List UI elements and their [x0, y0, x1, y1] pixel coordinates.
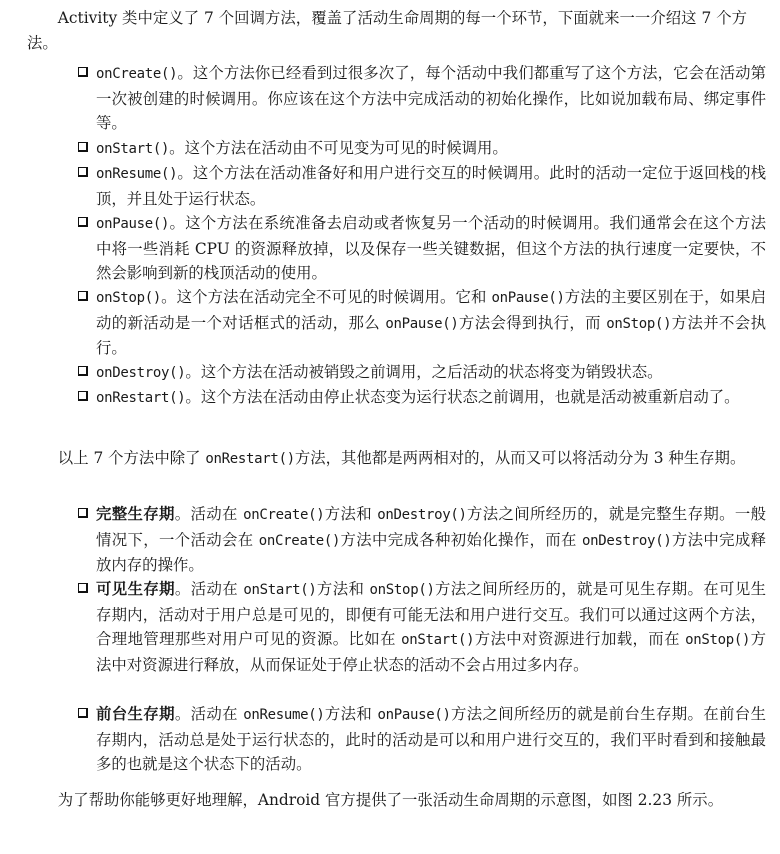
method-desc: 。这个方法在活动准备好和用户进行交互的时候调用。此时的活动一定位于返回栈的栈顶，并且处于运行状态。: [96, 164, 766, 208]
checkbox-bullet-icon: [78, 291, 88, 301]
inline-code: onCreate(): [258, 532, 341, 549]
inline-code: onStart(): [401, 632, 475, 648]
closing-paragraph: [27, 788, 747, 813]
lifetime-text: 方法和: [316, 580, 370, 598]
method-desc: 方法会得到执行，而: [458, 313, 607, 332]
list-item-onpause: [78, 211, 766, 286]
checkbox-bullet-icon: [78, 391, 88, 401]
lifetime-text: 方法之间所经历的就是前台生存期。在前台生存期内，活动总是处于运行状态的，此时的活动是可以和用户进行交互的，我们平时看到和接触最多的也就是这个状态下的活动。: [96, 705, 766, 773]
lifetime-text: 方法之间所经历的，就是完整生存期。一般情况下，一个活动会在: [96, 505, 766, 549]
inline-code: onPause(): [377, 707, 451, 723]
list-item-onstop: [78, 285, 766, 361]
lifetime-text: 方法中完成释放内存的操作。: [96, 530, 766, 574]
method-desc: 。这个方法你已经看到过很多次了，每个活动中我们都重写了这个方法，它会在活动第一次被创建的时候调用。你应该在这个方法中完成活动的初始化操作，比如说加载布局、绑定事件等。: [96, 64, 766, 132]
list-item-foreground-lifetime: [78, 702, 766, 777]
method-desc: 。这个方法在系统准备去启动或者恢复另一个活动的时候调用。我们通常会在这个方法中将一些消耗 CPU 的资源释放掉，以及保存一些关键数据，但这个方法的执行速度一定要快，不然会影响到新的栈顶活动的使用。: [96, 214, 766, 282]
inline-code: onStop(): [685, 632, 751, 648]
summary-paragraph: [27, 446, 747, 472]
method-name: onResume(): [96, 166, 178, 182]
inline-code: onStart(): [243, 582, 317, 598]
checkbox-bullet-icon: [78, 583, 88, 593]
method-name: onPause(): [96, 216, 170, 232]
inline-code: onDestroy(): [582, 532, 672, 549]
checkbox-bullet-icon: [78, 142, 88, 152]
list-item-onrestart: [78, 385, 766, 411]
lifetime-text: 。活动在: [174, 705, 244, 723]
lifetime-text: 方法中完成各种初始化操作，而在: [340, 530, 583, 549]
lifetime-text: 方法之间所经历的，就是可见生存期。在可见生存期内，活动对于用户总是可见的，即便有可能无法和用户进行交互。我们可以通过这两个方法，合理地管理那些对用户可见的资源。比如在: [96, 580, 766, 648]
method-name: onStop(): [96, 290, 162, 306]
lifetime-text: 。活动在: [174, 505, 244, 523]
method-name: onCreate(): [96, 66, 178, 82]
method-desc: 。这个方法在活动完全不可见的时候调用。它和: [161, 288, 492, 306]
inline-code: onResume(): [243, 707, 325, 723]
lifetime-text: 方法中对资源进行加载，而在: [474, 630, 686, 648]
method-name: onRestart(): [96, 390, 186, 406]
list-item-ondestroy: [78, 360, 766, 386]
checkbox-bullet-icon: [78, 167, 88, 177]
list-item-onstart: [78, 136, 766, 162]
method-desc: 。这个方法在活动由停止状态变为运行状态之前调用，也就是活动被重新启动了。: [185, 388, 740, 406]
lifetime-text: 方法中对资源进行释放，从而保证处于停止状态的活动不会占用过多内存。: [96, 630, 766, 674]
summary-text: 方法，其他都是两两相对的，从而又可以将活动分为 3 种生存期。: [294, 449, 746, 467]
inline-code: onDestroy(): [377, 507, 467, 523]
list-item-onresume: [78, 161, 766, 211]
inline-code: onCreate(): [243, 507, 325, 523]
list-item-visible-lifetime: [78, 577, 766, 677]
method-desc: 。这个方法在活动被销毁之前调用，之后活动的状态将变为销毁状态。: [185, 363, 663, 381]
list-item-oncreate: [78, 61, 766, 136]
checkbox-bullet-icon: [78, 366, 88, 376]
intro-paragraph: [27, 6, 747, 55]
method-name: onStart(): [96, 141, 170, 157]
summary-text: 以上 7 个方法中除了: [57, 449, 206, 467]
inline-code: onPause(): [385, 315, 459, 332]
lifetime-text: 。活动在: [174, 580, 244, 598]
method-desc: 方法并不会执行。: [96, 313, 766, 357]
closing-text: 为了帮助你能够更好地理解，Android 官方提供了一张活动生命周期的示意图，如图 2.23 所示。: [57, 791, 724, 809]
method-desc: 。这个方法在活动由不可见变为可见的时候调用。: [169, 139, 508, 157]
inline-code: onPause(): [491, 290, 565, 306]
method-name: onDestroy(): [96, 365, 186, 381]
lifetime-title: 完整生存期: [96, 505, 175, 523]
checkbox-bullet-icon: [78, 217, 88, 227]
lifetime-title: 前台生存期: [96, 705, 175, 723]
method-desc: 方法的主要区别在于，如果启动的新活动是一个对话框式的活动，那么: [96, 288, 766, 332]
checkbox-bullet-icon: [78, 708, 88, 718]
checkbox-bullet-icon: [78, 67, 88, 77]
lifetime-title: 可见生存期: [96, 580, 175, 598]
lifetime-text: 方法和: [324, 505, 378, 523]
inline-code: onStop(): [369, 582, 435, 598]
lifetime-text: 方法和: [324, 705, 378, 723]
intro-text: Activity 类中定义了 7 个回调方法，覆盖了活动生命周期的每一个环节，下面就来一一介绍这 7 个方法。: [27, 9, 747, 52]
checkbox-bullet-icon: [78, 508, 88, 518]
list-item-entire-lifetime: [78, 502, 766, 578]
inline-code: onRestart(): [205, 451, 295, 467]
inline-code: onStop(): [606, 315, 672, 332]
